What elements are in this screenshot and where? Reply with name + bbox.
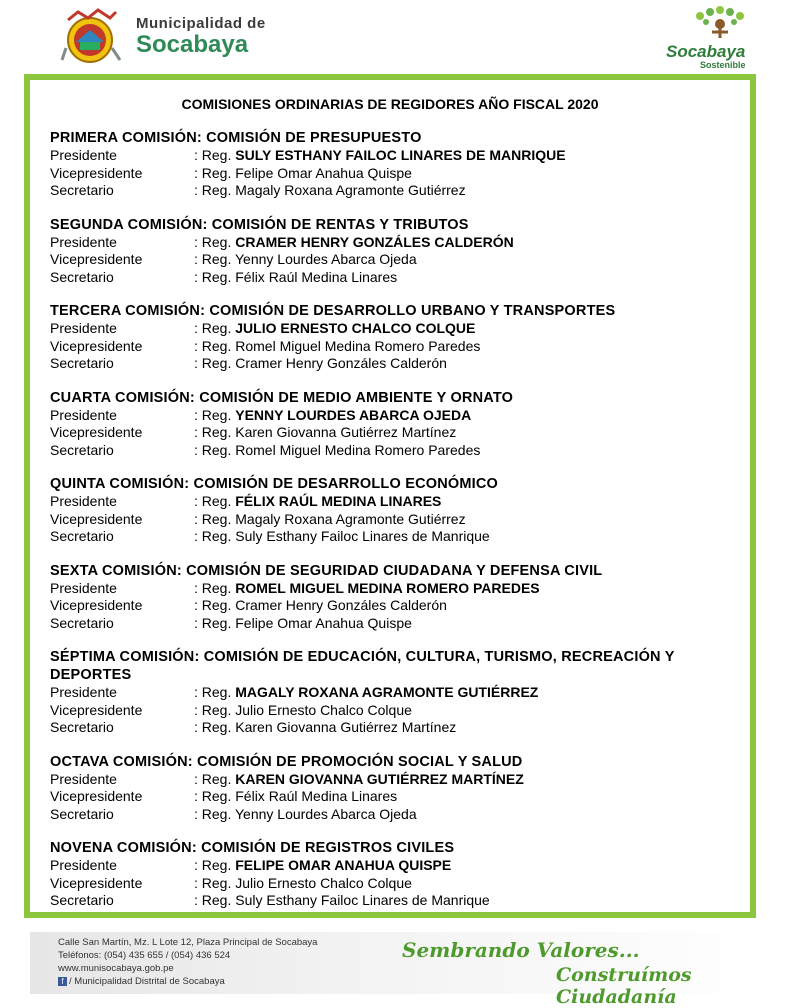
member-row — [50, 147, 740, 165]
member-role: Secretario — [50, 528, 114, 544]
committee-name: QUINTA COMISIÓN: COMISIÓN DE DESARROLLO ECONÓMICO — [50, 476, 499, 492]
member-name: Romel Miguel Medina Romero Paredes — [235, 337, 481, 354]
member-row — [50, 442, 740, 460]
sostenible-brand: Socabaya — [666, 42, 746, 61]
member-role: Vicepresidente — [50, 788, 143, 804]
member-name: SULY ESTHANY FAILOC LINARES DE MANRIQUE — [235, 147, 566, 163]
member-name: Karen Giovanna Gutiérrez Martínez — [235, 719, 457, 735]
member-role: Presidente — [50, 857, 117, 873]
member-role: Secretario — [50, 892, 114, 908]
member-role: Presidente — [50, 770, 117, 787]
committee-name: CUARTA COMISIÓN: COMISIÓN DE MEDIO AMBIENTE Y ORNATO — [50, 389, 514, 406]
member-name: Karen Giovanna Gutiérrez Martínez — [235, 424, 457, 440]
member-name: Cramer Henry Gonzáles Calderón — [235, 355, 447, 371]
member-prefix: : Reg. — [194, 182, 232, 198]
member-row — [50, 234, 740, 252]
facebook-text: / Municipalidad Distrital de Socabaya — [69, 976, 225, 987]
committee-block — [50, 216, 740, 287]
member-role: Secretario — [50, 441, 114, 458]
member-prefix: : Reg. — [194, 337, 232, 354]
committee-block — [50, 389, 740, 460]
member-role: Presidente — [50, 493, 117, 509]
member-name: Suly Esthany Failoc Linares de Manrique — [235, 892, 490, 908]
member-row — [50, 892, 740, 910]
member-prefix: : Reg. — [194, 579, 232, 596]
member-prefix: : Reg. — [194, 424, 232, 440]
committee-block — [50, 648, 740, 737]
member-prefix: : Reg. — [194, 164, 232, 181]
member-row — [50, 875, 740, 893]
member-role: Vicepresidente — [50, 701, 143, 718]
facebook-line[interactable] — [58, 975, 317, 988]
member-prefix: : Reg. — [194, 892, 232, 908]
member-role: Vicepresidente — [50, 337, 143, 354]
member-name: Felipe Omar Anahua Quispe — [235, 164, 412, 181]
member-name: Julio Ernesto Chalco Colque — [235, 874, 412, 891]
member-name: CRAMER HENRY GONZÁLES CALDERÓN — [235, 233, 514, 250]
member-prefix: : Reg. — [194, 770, 232, 787]
member-row — [50, 355, 740, 373]
member-row — [50, 182, 740, 200]
member-prefix: : Reg. — [194, 719, 232, 735]
member-row — [50, 580, 740, 598]
member-prefix: : Reg. — [194, 406, 232, 423]
municipal-seal-logo — [60, 8, 124, 68]
committee-name: NOVENA COMISIÓN: COMISIÓN DE REGISTROS CIVILES — [50, 840, 455, 856]
member-role: Vicepresidente — [50, 251, 143, 267]
member-name: Yenny Lourdes Abarca Ojeda — [235, 251, 417, 267]
page-header — [0, 0, 800, 74]
member-role: Vicepresidente — [50, 424, 143, 440]
member-prefix: : Reg. — [194, 355, 232, 371]
member-role: Presidente — [50, 684, 117, 700]
member-name: FÉLIX RAÚL MEDINA LINARES — [235, 493, 442, 509]
member-prefix: : Reg. — [194, 528, 232, 544]
member-name: Félix Raúl Medina Linares — [235, 268, 398, 285]
committee-name: PRIMERA COMISIÓN: COMISIÓN DE PRESUPUESTO — [50, 130, 422, 146]
committee-block — [50, 475, 740, 546]
member-row — [50, 320, 740, 338]
socabaya-sostenible-logo — [660, 4, 785, 72]
member-name: Félix Raúl Medina Linares — [235, 788, 398, 804]
member-prefix: : Reg. — [194, 614, 232, 631]
document-frame — [24, 74, 756, 918]
member-role: Vicepresidente — [50, 874, 143, 891]
member-name: YENNY LOURDES ABARCA OJEDA — [235, 406, 472, 423]
member-row — [50, 528, 740, 546]
member-name: Suly Esthany Failoc Linares de Manrique — [235, 528, 490, 544]
slogan-line-1: Sembrando Valores... — [402, 938, 640, 962]
member-name: JULIO ERNESTO CHALCO COLQUE — [235, 320, 476, 336]
committee-block — [50, 129, 740, 200]
member-role: Secretario — [50, 182, 114, 198]
member-prefix: : Reg. — [194, 684, 232, 700]
committee-name: SEXTA COMISIÓN: COMISIÓN DE SEGURIDAD CIUDADANA Y DEFENSA CIVIL — [50, 562, 603, 579]
page-footer — [0, 922, 800, 1008]
member-row — [50, 702, 740, 720]
member-row — [50, 165, 740, 183]
member-name: Magaly Roxana Agramonte Gutiérrez — [235, 182, 466, 198]
member-prefix: : Reg. — [194, 874, 232, 891]
address-text: Calle San Martín, Mz. L Lote 12, Plaza Principal de Socabaya — [58, 937, 318, 948]
member-row — [50, 407, 740, 425]
member-name: ROMEL MIGUEL MEDINA ROMERO PAREDES — [235, 579, 540, 596]
member-prefix: : Reg. — [194, 147, 232, 163]
member-role: Presidente — [50, 320, 117, 336]
member-name: KAREN GIOVANNA GUTIÉRREZ MARTÍNEZ — [235, 770, 524, 787]
website-link[interactable]: www.munisocabaya.gob.pe — [58, 963, 174, 974]
member-role: Presidente — [50, 147, 117, 163]
member-name: Romel Miguel Medina Romero Paredes — [235, 441, 481, 458]
member-row — [50, 788, 740, 806]
member-prefix: : Reg. — [194, 701, 232, 718]
sostenible-subtitle: Sostenible — [700, 60, 746, 70]
member-row — [50, 597, 740, 615]
municipality-title: Socabaya — [136, 31, 249, 58]
municipality-label: Municipalidad de — [136, 15, 266, 32]
member-prefix: : Reg. — [194, 268, 232, 285]
member-name: MAGALY ROXANA AGRAMONTE GUTIÉRREZ — [235, 684, 539, 700]
member-row — [50, 684, 740, 702]
member-name: Julio Ernesto Chalco Colque — [235, 701, 412, 718]
member-role: Secretario — [50, 355, 114, 371]
member-row — [50, 424, 740, 442]
committee-name: OCTAVA COMISIÓN: COMISIÓN DE PROMOCIÓN SOCIAL Y SALUD — [50, 753, 523, 770]
member-row — [50, 719, 740, 737]
contact-info — [58, 936, 317, 988]
member-role: Presidente — [50, 406, 117, 423]
member-row — [50, 338, 740, 356]
member-role: Presidente — [50, 579, 117, 596]
member-row — [50, 771, 740, 789]
document-title: COMISIONES ORDINARIAS DE REGIDORES AÑO FISCAL 2020 — [181, 96, 599, 112]
member-name: Felipe Omar Anahua Quispe — [235, 614, 412, 631]
member-prefix: : Reg. — [194, 510, 232, 527]
member-role: Secretario — [50, 805, 114, 822]
member-role: Vicepresidente — [50, 510, 143, 527]
member-role: Secretario — [50, 614, 114, 631]
committee-block — [50, 302, 740, 373]
member-name: Yenny Lourdes Abarca Ojeda — [235, 805, 417, 822]
member-prefix: : Reg. — [194, 441, 232, 458]
slogan-line-2: Construímos Ciudadanía — [556, 964, 692, 1008]
member-row — [50, 857, 740, 875]
member-prefix: : Reg. — [194, 493, 232, 509]
facebook-icon: f — [58, 977, 67, 986]
member-role: Vicepresidente — [50, 597, 143, 613]
member-row — [50, 806, 740, 824]
member-row — [50, 251, 740, 269]
member-prefix: : Reg. — [194, 320, 232, 336]
member-prefix: : Reg. — [194, 805, 232, 822]
municipality-name — [136, 16, 266, 58]
member-row — [50, 511, 740, 529]
member-row — [50, 615, 740, 633]
member-prefix: : Reg. — [194, 233, 232, 250]
committee-block — [50, 839, 740, 910]
member-name: Cramer Henry Gonzáles Calderón — [235, 597, 447, 613]
member-name: FELIPE OMAR ANAHUA QUISPE — [235, 857, 452, 873]
phones-text: Teléfonos: (054) 435 655 / (054) 436 524 — [58, 950, 231, 961]
member-prefix: : Reg. — [194, 857, 232, 873]
member-name: Magaly Roxana Agramonte Gutiérrez — [235, 510, 466, 527]
committee-name: SÉPTIMA COMISIÓN: COMISIÓN DE EDUCACIÓN, CULTURA, TURISMO, RECREACIÓN Y DEPORTES — [50, 649, 675, 683]
member-role: Secretario — [50, 268, 114, 285]
member-role: Vicepresidente — [50, 164, 143, 181]
member-row — [50, 269, 740, 287]
committee-name: TERCERA COMISIÓN: COMISIÓN DE DESARROLLO URBANO Y TRANSPORTES — [50, 303, 616, 319]
member-prefix: : Reg. — [194, 788, 232, 804]
committee-name: SEGUNDA COMISIÓN: COMISIÓN DE RENTAS Y TRIBUTOS — [50, 216, 469, 233]
member-prefix: : Reg. — [194, 251, 232, 267]
committee-block — [50, 753, 740, 824]
member-role: Presidente — [50, 233, 117, 250]
committee-block — [50, 562, 740, 633]
committee-list — [50, 129, 740, 926]
member-prefix: : Reg. — [194, 597, 232, 613]
member-role: Secretario — [50, 719, 114, 735]
member-row — [50, 493, 740, 511]
